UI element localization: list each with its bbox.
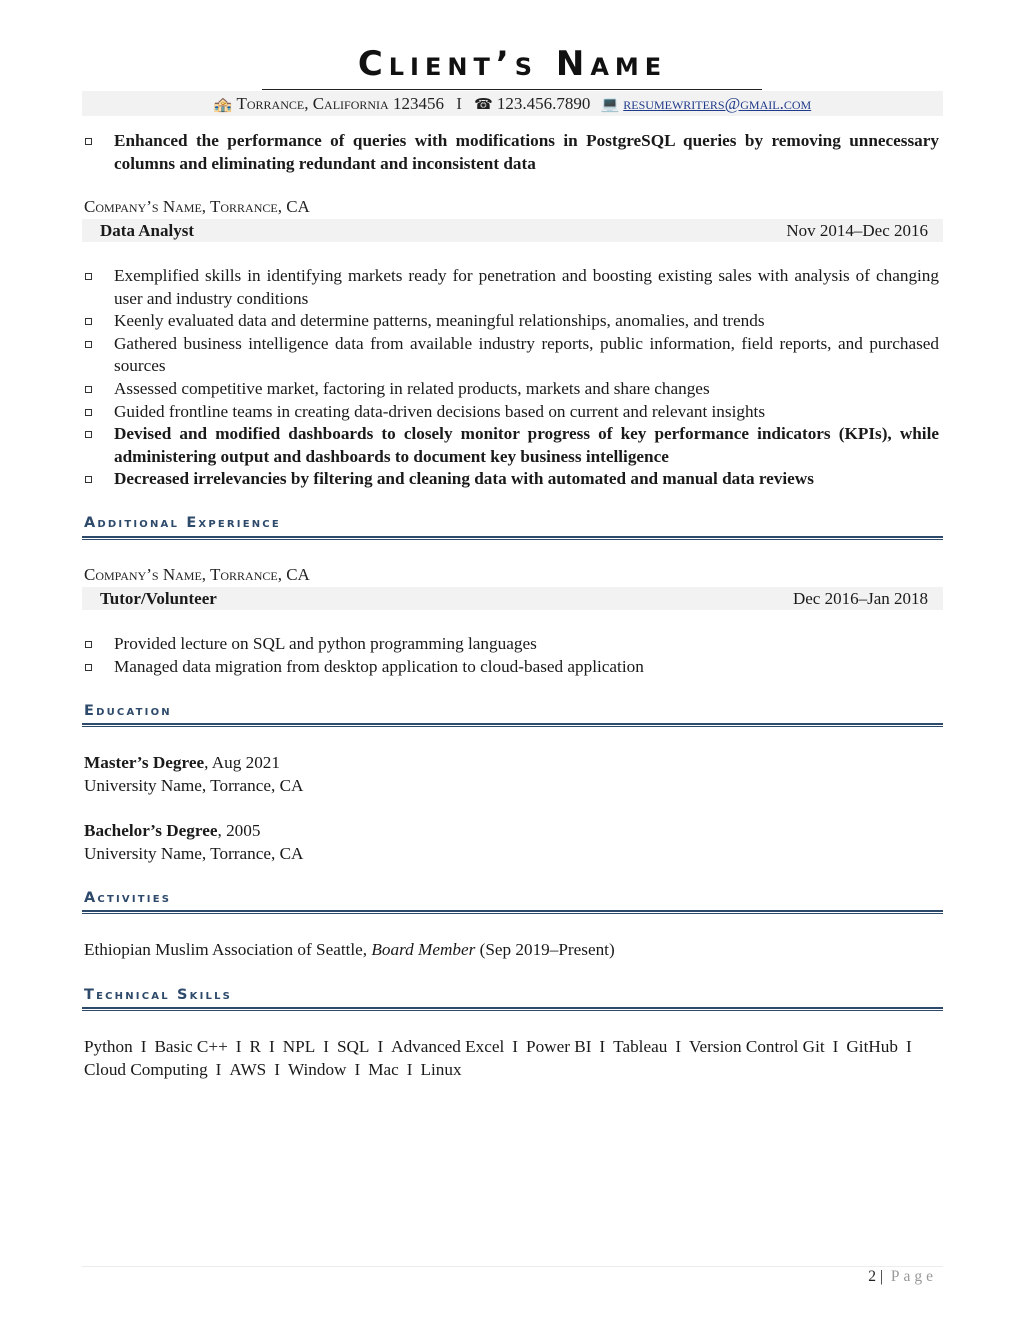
section-divider [82,910,943,912]
list-item: Devised and modified dashboards to closely monitor progress of key performance indicators (KPIs), while administering output and dashboards to document key business intelligence [82,423,943,468]
skill-separator: I [354,1059,361,1079]
contact-separator: I [456,94,462,113]
job2-role-bar [82,587,943,610]
skill-item: GitHub [846,1037,898,1056]
list-item: Assessed competitive market, factoring in related products, markets and share changes [82,378,943,401]
skill-item: AWS [229,1059,267,1079]
skill-separator: I [140,1037,147,1056]
contact-bar [82,91,943,116]
footer-divider-glyph: | [879,1268,883,1285]
name-underline [262,89,762,90]
list-item: Exemplified skills in identifying markets ready for penetration and boosting existing sales with analysis of changing user and industry conditions [82,265,943,310]
job2-bullet-list [82,633,943,678]
job2-role: Tutor/Volunteer [100,589,217,608]
skill-item: Tableau [613,1037,668,1056]
list-item: Guided frontline teams in creating data-driven decisions based on current and relevant insights [82,401,943,424]
job2-company: Company’s Name, Torrance, CA [84,565,310,584]
skill-item: Advanced Excel [391,1037,505,1056]
skill-separator: I [599,1037,606,1056]
footer-divider [82,1266,943,1267]
phone-icon: ☎ [474,95,493,113]
laptop-icon: 💻 [600,95,620,113]
intro-bullet-list [82,130,943,175]
skill-item: Version Control Git [689,1037,825,1056]
section-title-activities: Activities [84,890,172,906]
education-entry-bachelors [84,820,303,865]
activity-org: Ethiopian Muslim Association of Seattle, [84,940,372,959]
list-item: Provided lecture on SQL and python programming languages [82,633,943,656]
section-divider [82,536,943,538]
skill-separator: I [235,1037,242,1056]
skill-item: R [249,1037,261,1056]
job1-bullet-list [82,265,943,491]
client-name: Client’s Name [357,44,668,84]
skill-separator: I [215,1059,222,1079]
job2-dates: Dec 2016–Jan 2018 [792,589,928,608]
location-text: Torrance, California 123456 [236,94,444,113]
skill-item: Basic C++ [154,1037,228,1056]
skill-item: Linux [420,1059,462,1079]
page-label: Page [890,1268,937,1285]
skill-item: Power BI [526,1037,592,1056]
skill-separator: I [323,1037,329,1056]
section-title-additional-experience: Additional Experience [84,515,281,531]
list-item: Gathered business intelligence data from available industry reports, public information, field reports, and purchased sources [82,333,943,378]
education-entry-masters [84,752,303,797]
section-title-technical-skills: Technical Skills [84,987,233,1003]
list-item: Managed data migration from desktop application to cloud-based application [82,656,943,679]
section-title-education: Education [84,703,172,719]
degree-date: , 2005 [217,821,261,840]
page-footer [868,1268,937,1286]
degree-name: Master’s Degree [84,753,205,772]
skill-separator: I [832,1037,839,1056]
building-icon: 🏤 [213,95,233,113]
skill-item: NPL [282,1037,316,1056]
skills-list [84,1036,932,1081]
activity-period: (Sep 2019–Present) [475,940,615,959]
email-link[interactable]: resumewriters@gmail.com [623,94,812,113]
list-item: Decreased irrelevancies by filtering and cleaning data with automated and manual data reviews [82,468,943,491]
job1-company: Company’s Name, Torrance, CA [84,197,310,216]
degree-date: , Aug 2021 [204,753,280,772]
phone-text: 123.456.7890 [496,94,591,113]
skill-separator: I [512,1037,519,1056]
school-name: University Name, Torrance, CA [84,775,304,795]
section-divider [82,723,943,725]
skill-separator: I [675,1037,682,1056]
skill-separator: I [274,1059,280,1079]
skill-separator: I [269,1037,275,1056]
skill-separator: I [905,1037,912,1056]
job1-role: Data Analyst [100,221,194,240]
page-number: 2 [868,1268,876,1285]
activity-entry [84,939,942,962]
skill-item: Mac [368,1059,399,1079]
skill-separator: I [406,1059,413,1079]
skill-item: Window [287,1059,347,1079]
skill-item: Python [84,1037,133,1056]
degree-name: Bachelor’s Degree [84,821,218,840]
job1-dates: Nov 2014–Dec 2016 [786,221,928,240]
school-name: University Name, Torrance, CA [84,843,304,863]
section-divider [82,1007,943,1009]
activity-position: Board Member [371,940,476,959]
job1-role-bar [82,219,943,242]
skill-item: SQL [336,1037,370,1056]
skill-item: Cloud Computing [84,1059,208,1079]
skill-separator: I [377,1037,384,1056]
list-item: Enhanced the performance of queries with modifications in PostgreSQL queries by removing unnecessary columns and eliminating redundant and inconsistent data [82,130,943,175]
list-item: Keenly evaluated data and determine patterns, meaningful relationships, anomalies, and trends [82,310,943,333]
